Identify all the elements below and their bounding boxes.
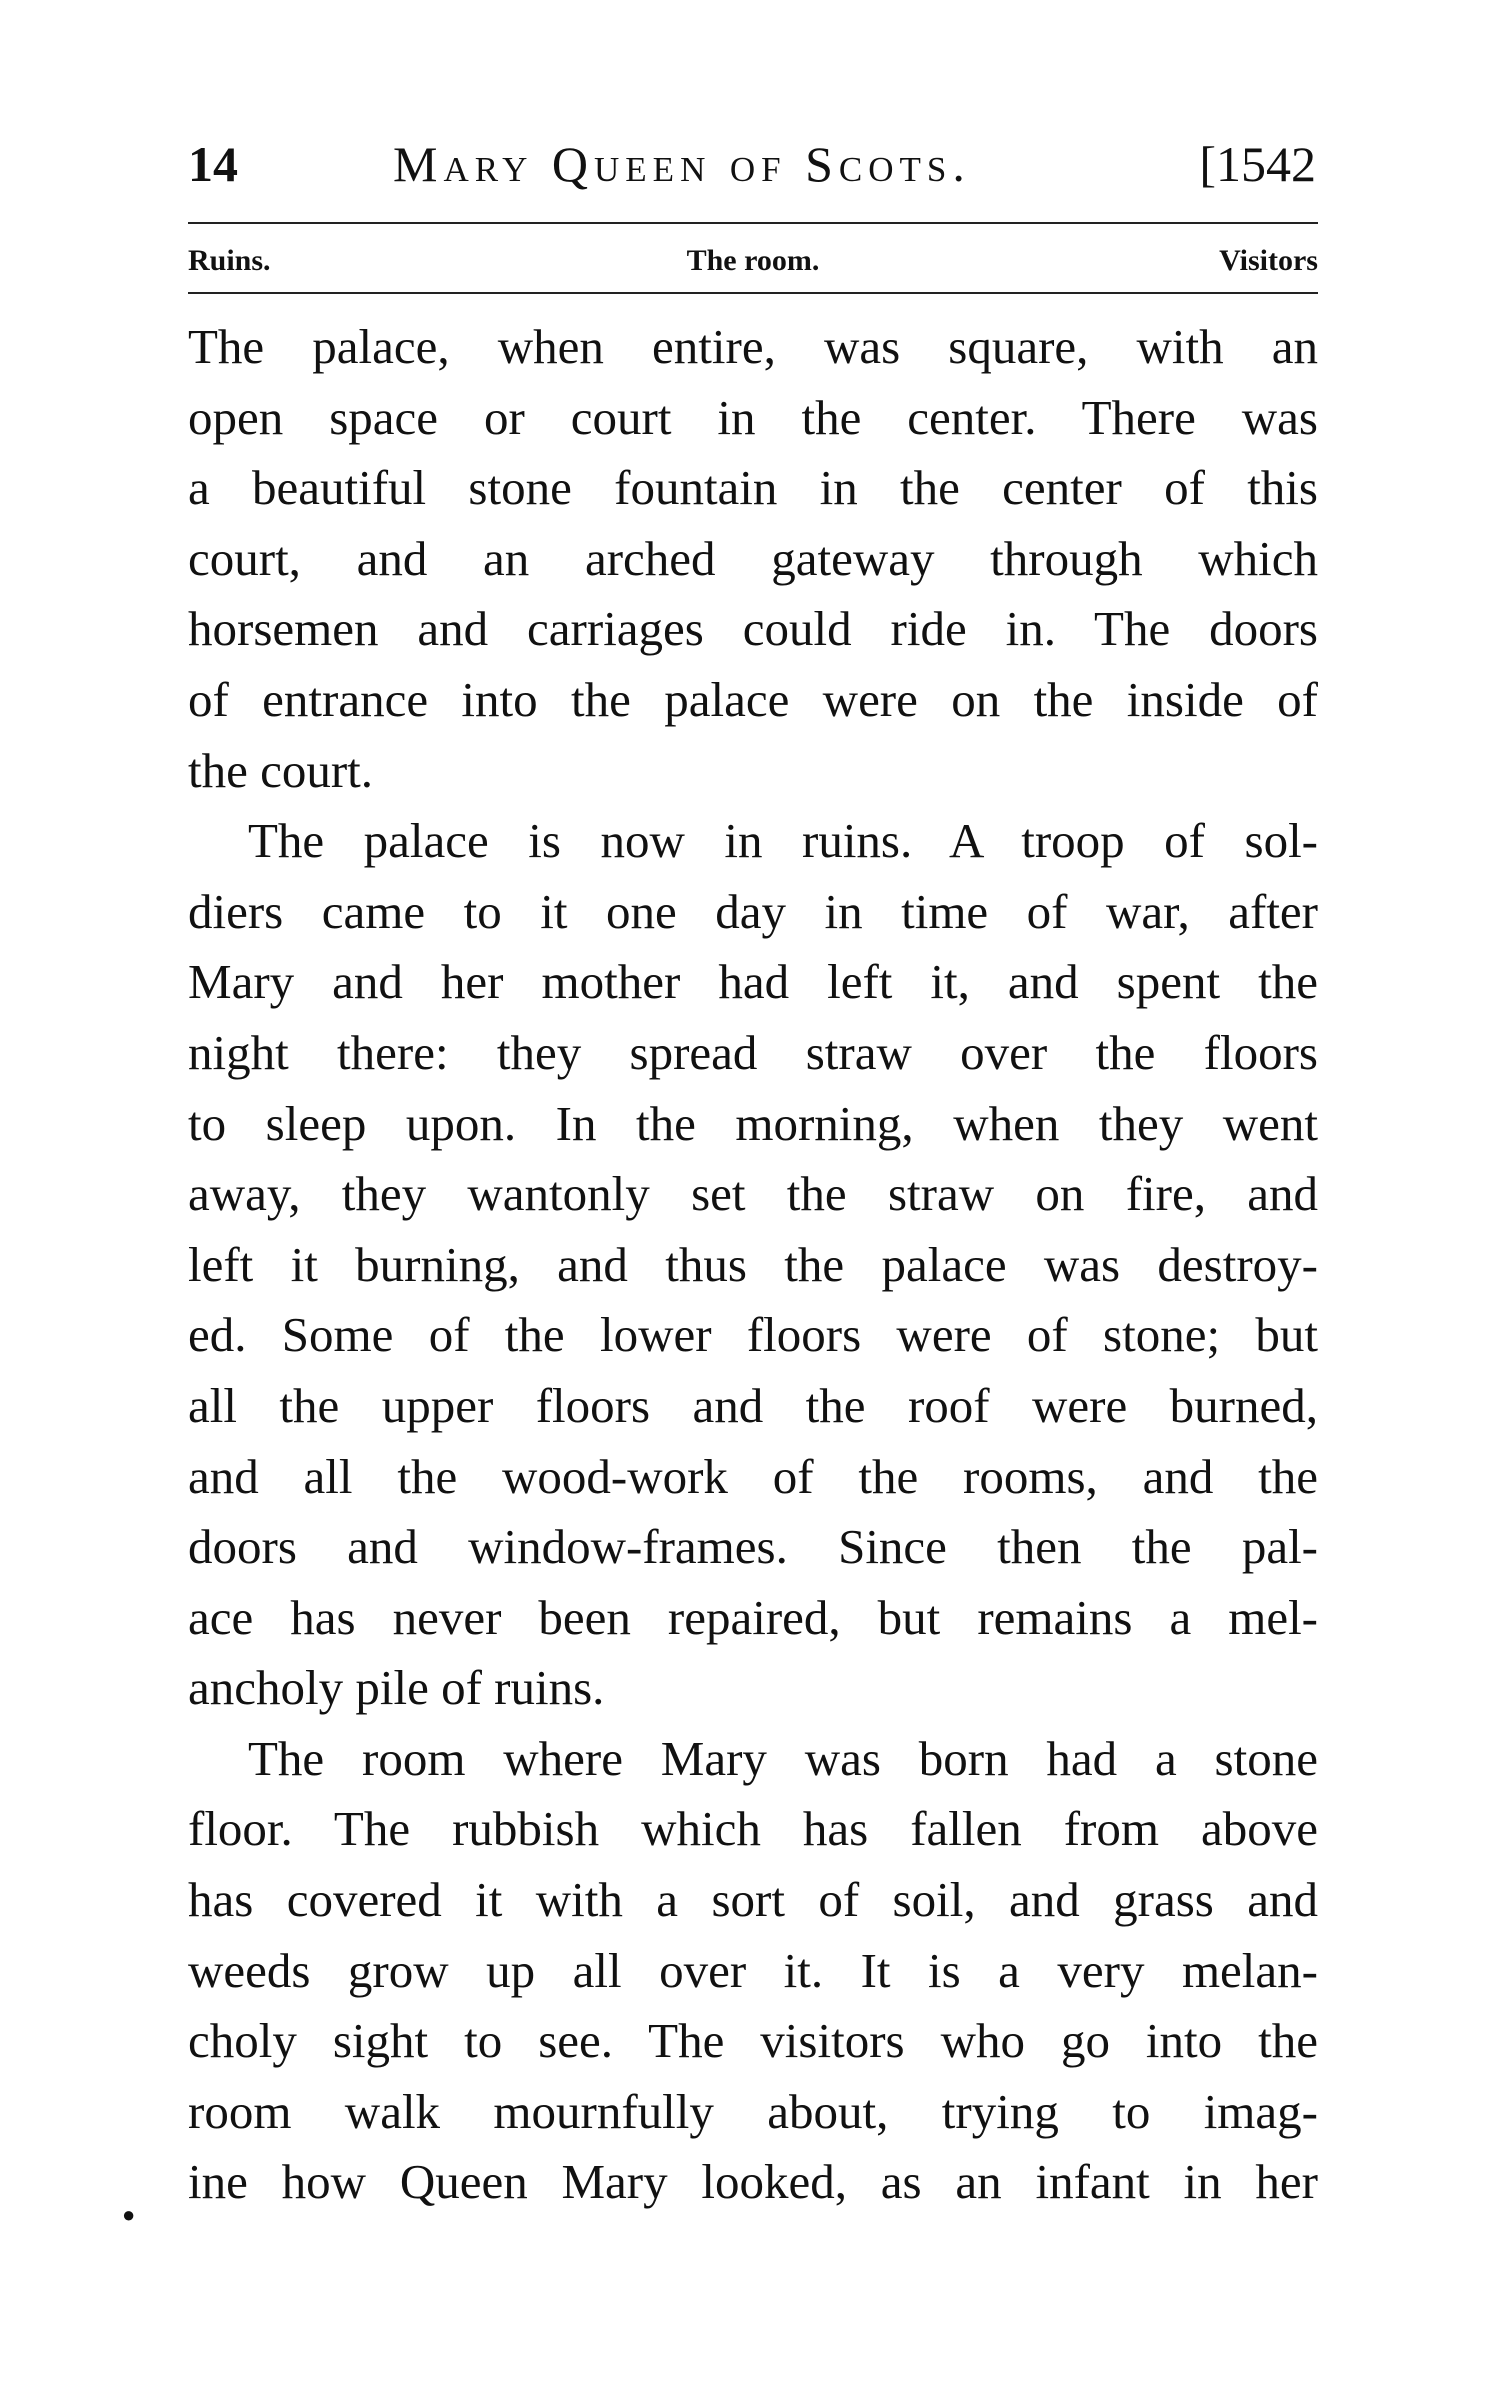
ink-speck: ● xyxy=(122,2202,136,2227)
text-line: The palace is now in ruins. A troop of sol- xyxy=(248,813,1318,869)
text-line: court, and an arched gateway through which xyxy=(188,530,1318,586)
text-line: horsemen and carriages could ride in. The doors xyxy=(188,601,1318,657)
text-line: to sleep upon. In the morning, when they went xyxy=(188,1095,1318,1151)
header-rule-top xyxy=(188,222,1318,224)
text-line: diers came to it one day in time of war, after xyxy=(188,883,1318,939)
text-line: all the upper floors and the roof were burned, xyxy=(188,1377,1318,1433)
text-line: has covered it with a sort of soil, and grass and xyxy=(188,1872,1318,1928)
text-line: ed. Some of the lower floors were of stone; but xyxy=(188,1307,1318,1363)
text-line: weeds grow up all over it. It is a very melan- xyxy=(188,1942,1318,1998)
subhead-center: The room. xyxy=(686,244,820,277)
page-number: 14 xyxy=(188,136,238,192)
subhead-right: Visitors xyxy=(1219,244,1318,277)
text-line: left it burning, and thus the palace was destroy- xyxy=(188,1236,1318,1292)
text-line: and all the wood-work of the rooms, and the xyxy=(188,1448,1318,1504)
header-rule-bottom xyxy=(188,292,1318,294)
text-line: night there: they spread straw over the floors xyxy=(188,1024,1318,1080)
text-line: doors and window-frames. Since then the pal- xyxy=(188,1519,1318,1575)
text-line: of entrance into the palace were on the inside of xyxy=(188,671,1318,727)
text-line: a beautiful stone fountain in the center of this xyxy=(188,460,1318,516)
text-line: open space or court in the center. There was xyxy=(188,389,1318,445)
text-line: room walk mournfully about, trying to imag- xyxy=(188,2083,1318,2139)
body-text xyxy=(188,312,1318,2218)
text-line: the court. xyxy=(188,742,374,798)
year-marker: [1542 xyxy=(1199,136,1316,192)
text-line: floor. The rubbish which has fallen from above xyxy=(188,1801,1318,1857)
text-line: ace has never been repaired, but remains a mel- xyxy=(188,1589,1318,1645)
marginal-subheads xyxy=(188,236,1318,286)
book-title: Mary Queen of Scots. xyxy=(393,136,971,192)
text-line: The room where Mary was born had a stone xyxy=(248,1730,1318,1786)
text-line: ancholy pile of ruins. xyxy=(188,1660,605,1716)
text-line: choly sight to see. The visitors who go into the xyxy=(188,2013,1318,2069)
text-line: ine how Queen Mary looked, as an infant in her xyxy=(188,2154,1318,2210)
text-line: away, they wantonly set the straw on fire, and xyxy=(188,1166,1318,1222)
text-line: Mary and her mother had left it, and spent the xyxy=(188,954,1318,1010)
text-line: The palace, when entire, was square, with an xyxy=(188,319,1318,374)
running-head xyxy=(188,128,1316,200)
subhead-left: Ruins. xyxy=(188,244,271,277)
